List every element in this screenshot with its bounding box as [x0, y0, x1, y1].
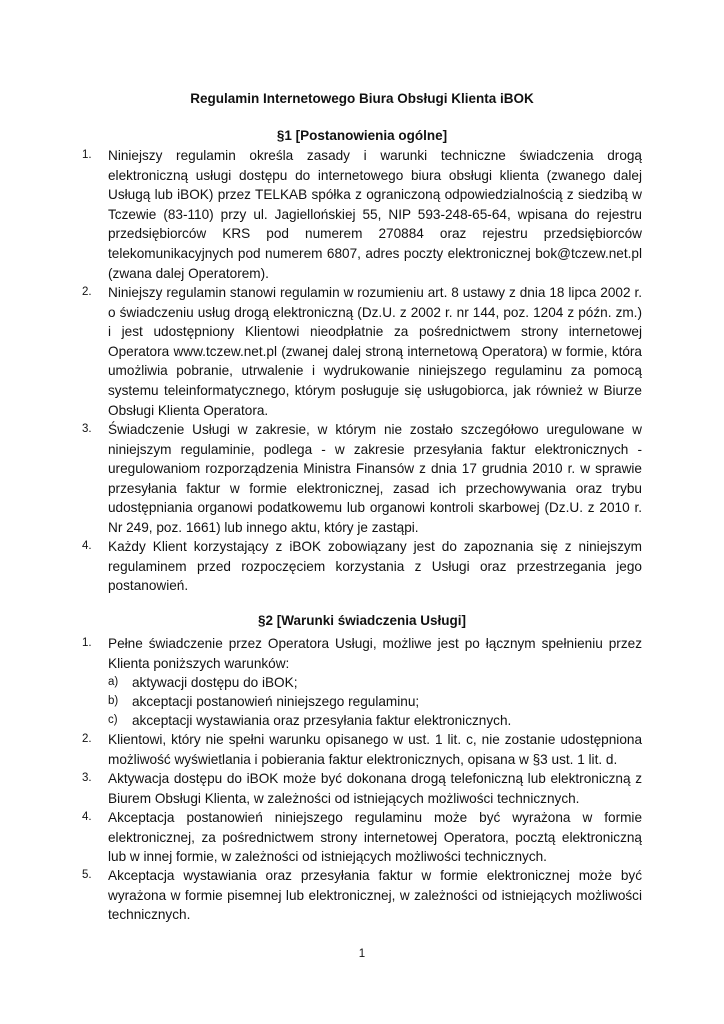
item-number: 4.: [82, 540, 92, 552]
subitem-letter: c): [108, 714, 118, 726]
section-1-heading: §1 [Postanowienia ogólne]: [276, 128, 448, 143]
section-1-item-1: [82, 146, 642, 283]
item-text: Niniejszy regulamin stanowi regulamin w rozumieniu art. 8 ustawy z dnia 18 lipca 2002 r. o świadczeniu usług drogą elektroniczną (Dz.U. z 2002 r. nr 144, poz. 1204 z późn. zm.) i jest udostępniony Klientowi nieodpłatnie za pośrednictwem strony internetowej Operatora www.tczew.net.pl (zwanej dalej stroną internetową Operatora) w formie, która umożliwia pobranie, utrwalenie i wydrukowanie niniejszego regulaminu za pomocą systemu teleinformatycznego, którym posługuje się usługobiorca, jak również w Biurze Obsługi Klienta Operatora.: [108, 285, 642, 418]
subitem-letter: b): [108, 695, 119, 707]
item-number: 5.: [82, 869, 92, 881]
item-number: 2.: [82, 286, 92, 298]
subitem-letter: a): [108, 676, 119, 688]
item-number: 4.: [82, 811, 92, 823]
item-text: Aktywacja dostępu do iBOK może być dokonana drogą telefoniczną lub elektroniczną z Biurem Obsługi Klienta, w zależności od istniejących możliwości technicznych.: [108, 771, 642, 806]
item-number: 2.: [82, 733, 92, 745]
section-2-subitem-c: [108, 711, 642, 731]
section-2-item-5: [82, 866, 642, 925]
subitem-text: akceptacji wystawiania oraz przesyłania faktur elektronicznych.: [132, 713, 512, 728]
item-text: Akceptacja postanowień niniejszego regulaminu może być wyrażona w formie elektronicznej, za pośrednictwem strony internetowej Operatora, pocztą elektroniczną lub w innej formie, w zależności od istniejących możliwości technicznych.: [108, 810, 642, 865]
section-2-item-2: [82, 730, 642, 769]
item-text: Klientowi, który nie spełni warunku opisanego w ust. 1 lit. c, nie zostanie udostępniona możliwość wyświetlania i pobierania faktur elektronicznych, opisana w §3 ust. 1 lit. d.: [108, 732, 642, 767]
section-1-item-4: [82, 537, 642, 596]
page-number: 1: [358, 948, 366, 960]
document-title: Regulamin Internetowego Biura Obsługi Klienta iBOK: [190, 91, 534, 106]
item-text: Niniejszy regulamin określa zasady i warunki techniczne świadczenia drogą elektroniczną usługi dostępu do internetowego biura obsługi klienta (zwanego dalej Usługą lub iBOK) przez TELKAB spółka z ograniczoną odpowiedzialnością z siedzibą w Tczewie (83-110) przy ul. Jagiellońskiej 55, NIP 593-248-65-64, wpisana do rejestru przedsiębiorców KRS pod numerem 270884 oraz rejestru przedsiębiorców telekomunikacyjnych pod numerem 6807, adres poczty elektronicznej bok@tczew.net.pl (zwana dalej Operatorem).: [108, 148, 642, 281]
section-2-item-4: [82, 808, 642, 867]
item-number: 3.: [82, 772, 92, 784]
item-text: Pełne świadczenie przez Operatora Usługi, możliwe jest po łącznym spełnieniu przez Klienta poniższych warunków:: [108, 636, 642, 671]
item-text: Świadczenie Usługi w zakresie, w którym nie zostało szczegółowo uregulowane w niniejszym regulaminie, podlega - w zakresie przesyłania faktur elektronicznych - uregulowaniom rozporządzenia Ministra Finansów z dnia 17 grudnia 2010 r. w sprawie przesyłania faktur w formie elektronicznej, zasad ich przechowywania oraz trybu udostępniania organowi podatkowemu lub organowi kontroli skarbowej (Dz.U. z 2010 r. Nr 249, poz. 1661) lub innego aktu, który je zastąpi.: [108, 422, 642, 535]
section-2-item-3: [82, 769, 642, 808]
section-1-item-2: [82, 283, 642, 420]
subitem-text: akceptacji postanowień niniejszego regulaminu;: [132, 694, 420, 709]
item-text: Każdy Klient korzystający z iBOK zobowiązany jest do zapoznania się z niniejszym regulaminem przed rozpoczęciem korzystania z Usługi oraz przestrzegania jego postanowień.: [108, 539, 642, 594]
item-number: 3.: [82, 423, 92, 435]
section-1-item-3: [82, 420, 642, 538]
section-2-subitem-b: [108, 692, 642, 712]
item-number: 1.: [82, 637, 92, 649]
section-2-subitem-a: [108, 673, 642, 693]
section-2-heading: §2 [Warunki świadczenia Usługi]: [257, 613, 467, 628]
section-2-item-1: [82, 634, 642, 673]
item-text: Akceptacja wystawiania oraz przesyłania faktur w formie elektronicznej może być wyrażona w formie pisemnej lub elektronicznej, w zależności od istniejących możliwości technicznych.: [108, 868, 642, 923]
item-number: 1.: [82, 149, 92, 161]
subitem-text: aktywacji dostępu do iBOK;: [132, 675, 298, 690]
